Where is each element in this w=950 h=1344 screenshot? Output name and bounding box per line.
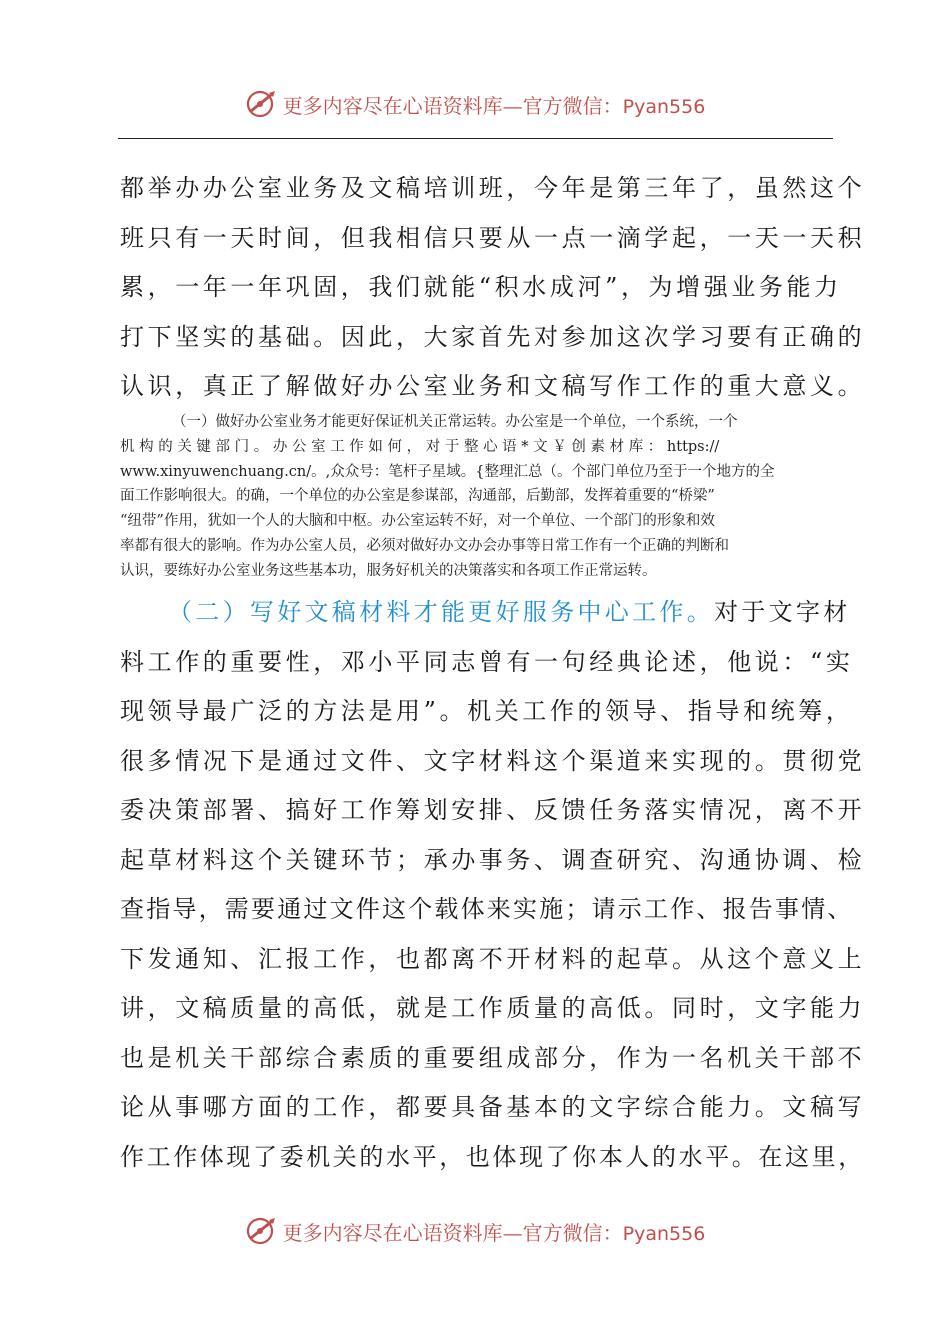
text-line: 打下坚实的基础。因此，大家首先对参加这次学习要有正确的 (120, 322, 866, 351)
banner-text: 更多内容尽在心语资料库—官方微信：Pyan556 (282, 93, 706, 118)
paragraph-1 (120, 164, 866, 412)
small-text-line: 认识，要练好办公室业务这些基本功，服务好机关的决策落实和各项工作正常运转。 (120, 562, 657, 579)
header-divider (118, 138, 833, 139)
section-1-small-text (120, 410, 832, 584)
banner-text: 更多内容尽在心语资料库—官方微信：Pyan556 (282, 1220, 706, 1245)
wechat-id: Pyan556 (622, 1222, 706, 1245)
small-text-line: 面工作影响很大。的确，一个单位的办公室是参谋部，沟通部，后勤部，发挥着重要的“桥梁” (120, 488, 715, 505)
text-line: 也是机关干部综合素质的重要组成部分，作为一名机关干部不 (120, 1043, 866, 1072)
text-line: 下发通知、汇报工作，也都离不开材料的起草。从这个意义上 (120, 944, 866, 973)
small-text-line: 机 构 的 关 键 部 门 。 办 公 室 工 作 如 何 ， 对 于 整 心 语 * 文 ￥ 创 素 材 库 ： https:// (120, 438, 720, 455)
text-line: 很多情况下是通过文件、文字材料这个渠道来实现的。贯彻党 (120, 746, 866, 775)
wechat-id: Pyan556 (622, 95, 706, 118)
small-text-line: www.xinyuwenchuang.cn/。,众众号：笔杆子星域。{整理汇总（。个部门单位乃至于一个地方的全 (120, 463, 775, 480)
section-2-first-line-rest: 对于文字材 (714, 598, 851, 626)
footer-banner (0, 1211, 950, 1251)
text-line: 班只有一天时间，但我相信只要从一点一滴学起，一天一天积 (120, 223, 866, 252)
text-line: 认识，真正了解做好办公室业务和文稿写作工作的重大意义。 (120, 372, 866, 400)
small-text-line: “纽带”作用，犹如一个人的大脑和中枢。办公室运转不好，对一个单位、一个部门的形象和效 (120, 513, 715, 530)
section-2 (120, 588, 866, 1182)
text-line: 起草材料这个关键环节；承办事务、调查研究、沟通协调、检 (120, 845, 866, 874)
small-text-line: （一）做好办公室业务才能更好保证机关正常运转。办公室是一个单位，一个系统，一个 (172, 414, 738, 430)
pen-seal-logo-icon (245, 87, 279, 121)
text-line: 作工作体现了委机关的水平，也体现了你本人的水平。在这里， (120, 1142, 865, 1171)
text-line: 现领导最广泛的方法是用”。机关工作的领导、指导和统筹， (120, 697, 854, 725)
text-line: 累，一年一年巩固，我们就能“积水成河”，为增强业务能力 (120, 273, 842, 301)
text-line: 查指导，需要通过文件这个载体来实施；请示工作、报告事情、 (120, 895, 854, 923)
text-line: 讲，文稿质量的高低，就是工作质量的高低。同时，文字能力 (120, 994, 866, 1022)
pen-seal-logo-icon (245, 1214, 279, 1248)
section-2-first-line (120, 588, 851, 638)
small-text-line: 率都有很大的影响。作为办公室人员，必须对做好办文办会办事等日常工作有一个正确的判断和 (120, 537, 729, 554)
section-2-heading: （二）写好文稿材料才能更好服务中心工作。 (168, 598, 714, 626)
text-line: 料工作的重要性，邓小平同志曾有一句经典论述，他说：“实 (120, 647, 854, 676)
text-line: 都举办办公室业务及文稿培训班，今年是第三年了，虽然这个 (120, 174, 866, 202)
header-banner (0, 84, 950, 124)
text-line: 委决策部署、搞好工作筹划安排、反馈任务落实情况，离不开 (120, 796, 866, 824)
text-line: 论从事哪方面的工作，都要具备基本的文字综合能力。文稿写 (120, 1093, 866, 1121)
